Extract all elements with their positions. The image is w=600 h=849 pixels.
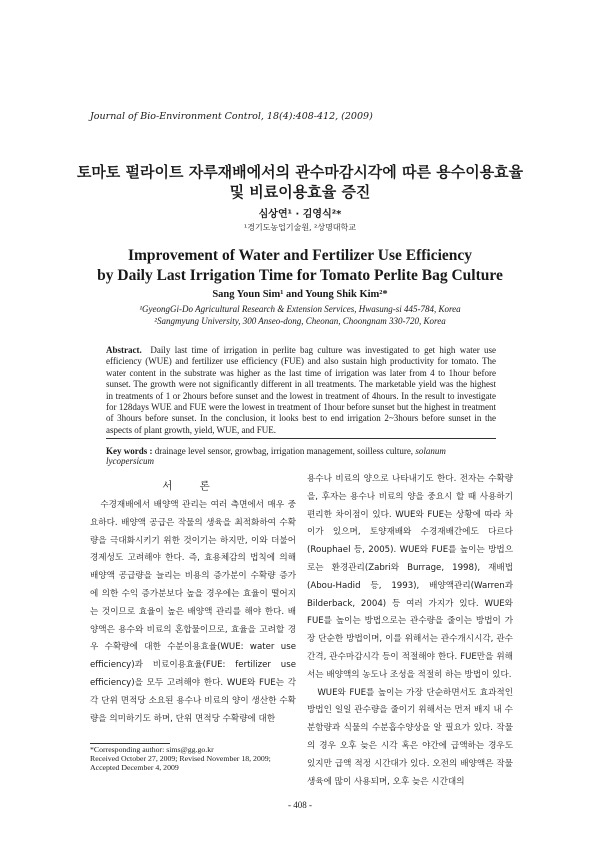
korean-authors: 심상연¹ · 김영식²* <box>258 209 342 220</box>
paragraph: 용수나 비료의 양으로 나타내기도 한다. 전자는 수확량을, 후자는 용수나 비료의 양을 중요시 할 때 사용하기 편리한 차이점이 있다. WUE와 FUE는 상황에 따라 차이가 있으며, 토양재배와 수경재배간에도 다르다(Rouphael 등, 2005). WUE와 FUE를 높이는 방법으로는 환경관리(Zabri와 Burrage, 1998), 재배법(Abou-Hadid 등, 1993), 배양액관리(Warren과 Bilderback, 2004) 등 여러 가지가 있다. WUE와 FUE를 높이는 방법으로는 관수량을 줄이는 방법이 가장 단순한 방법이며, 이를 위해서는 관수개시시각, 관수간격, 관수마감시각 등이 적절해야 한다. FUE만을 위해서는 배양액의 농도나 조성을 적절히 하는 방법이 있다. <box>307 474 513 680</box>
paragraph: WUE와 FUE를 높이는 가장 단순하면서도 효과적인 방법인 일일 관수량을 줄이기 위해서는 먼저 배지 내 수분함량과 식물의 수분흡수양상을 알 필요가 있다. 작물의 경우 오후 늦은 시각 혹은 야간에 급액하는 경우도 있지만 급액 적정 시간대가 있다. 오전의 배양액은 작물 생육에 많이 사용되며, 오후 늦은 시간대의 <box>307 687 513 787</box>
abstract-text: Daily last time of irrigation in perlite bag culture was investigated to get high water use efficiency (WUE) and fertilizer use efficiency (FUE) and also sustain high productivity for tomato. The water content in the substrate was higher as the last time of irrigation was later from 4 to 1hour before sunset. The growth were not significantly different in all treatments. The marketable yield was the highest in treatments of 1 or 2hours before sunset and the lowest in treatment of 4hours. In the result to investigate for 128days WUE and FUE were the lowest in treatment of 1hour before sunset but the highest in treatment of 3hours before sunset. In the conclusion, it looks best to end irrigation 2~3hours before sunset in the aspects of plant growth, yield, WUE, and FUE. <box>106 345 497 435</box>
abstract-label: Abstract. <box>106 345 142 355</box>
english-affiliation-line2: ²Sangmyung University, 300 Anseo-dong, Cheonan, Choongnam 330-720, Korea <box>154 316 446 326</box>
english-authors: Sang Youn Sim¹ and Young Shik Kim²* <box>212 289 388 300</box>
footnote-divider <box>90 743 170 744</box>
paragraph: 수경재배에서 배양액 관리는 여러 측면에서 매우 중요하다. 배양액 공급은 작물의 생육을 최적화하여 수확량을 극대화시키기 위한 것이기는 하지만, 이와 더불어 경제성도 고려해야 한다. 즉, 효용체감의 법칙에 의해 배양액 공급량을 늘리는 비용의 증가분이 수확량 증가에 의한 수익 증가분보다 높을 경우에는 효율이 떨어지는 것이므로 효율이 높은 배양액 관리를 해야 한다. 배양액은 용수와 비료의 혼합물이므로, 효율을 고려할 경우 수확량에 대한 수분이용효율(WUE: water use efficiency)과 비료이용효율(FUE: fertilizer use efficiency)을 모두 고려해야 한다. WUE와 FUE는 각각 단위 면적당 소요된 용수나 비료의 양이 생산한 수확량을 의미하기도 하며, 단위 면적당 수확량에 대한 <box>90 500 296 724</box>
body-column-left <box>90 497 296 728</box>
page-number: - 408 - <box>288 800 312 810</box>
keywords-italic: solanum lycopersicum <box>106 446 446 466</box>
keywords-label: Key words : <box>106 446 153 456</box>
keywords <box>106 446 496 466</box>
korean-affiliations: ¹경기도농업기술원, ²상명대학교 <box>244 223 356 232</box>
english-affiliation-line1: ¹GyeongGi-Do Agricultural Research & Extension Services, Hwasung-si 445-784, Korea <box>139 304 461 314</box>
korean-title-line1: 토마토 펄라이트 자루재배에서의 관수마감시각에 따른 용수이용효율 <box>76 163 524 181</box>
korean-title-line2: 및 비료이용효율 증진 <box>229 183 371 201</box>
english-title-line2: by Daily Last Irrigation Time for Tomato Perlite Bag Culture <box>97 267 503 284</box>
section-heading-introduction: 서 론 <box>162 480 222 492</box>
footnote-line1: *Corresponding author: sims@gg.go.kr <box>90 745 214 754</box>
english-title-line1: Improvement of Water and Fertilizer Use Efficiency <box>127 247 473 264</box>
footnote-line3: Accepted December 4, 2009 <box>90 763 179 773</box>
body-column-right <box>307 471 513 791</box>
footnote-line2: Received October 27, 2009; Revised November 18, 2009; <box>90 754 271 764</box>
footnote <box>90 745 271 773</box>
abstract <box>106 345 496 436</box>
abstract-divider <box>106 438 496 439</box>
keywords-text: drainage level sensor, growbag, irrigation management, soilless culture, <box>154 446 414 456</box>
journal-citation: Journal of Bio-Environment Control, 18(4):408-412, (2009) <box>90 111 373 122</box>
